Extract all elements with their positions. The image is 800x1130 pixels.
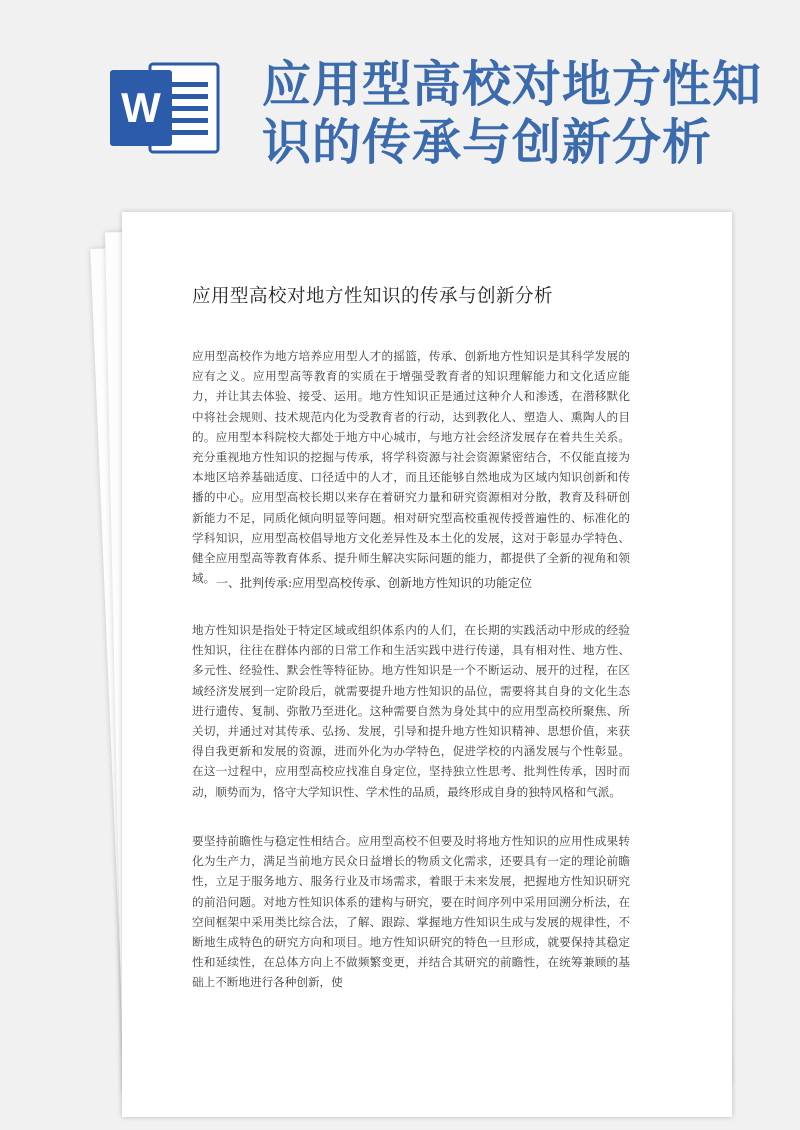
paragraph: 应用型高校作为地方培养应用型人才的摇篮，传承、创新地方性知识是其科学发展的应有之义。应用型高等教育的实质在于增强受教育者的知识理解能力和文化适应能力，并让其去体验、接受、运用。地方性知识正是通过这种介人和渗透，在潜移默化中将社会规则、技术规范内化为受教育者的行动，达到教化人、塑造人、熏陶人的目的。应用型本科院校大都处于地方中心城市，与地方社会经济发展存在着共生关系。充分重视地方性知识的挖掘与传承，将学科资源与社会资源紧密结合，不仅能直接为本地区培养基础适度、口径适中的人才，而且还能够自然地成为区域内知识创新和传播的中心。应用型高校长期以来存在着研究力量和研究资源相对分散，教育及科研创新能力不足，同质化倾向明显等问题。相对研究型高校重视传授普遍性的、标准化的学科知识，应用型高校倡导地方文化差异性及本土化的发展，这对于彰显办学特色、健全应用型高等教育体系、提升师生解决实际问题的能力，都提供了全新的视角和领域。 [192,349,630,586]
paragraph: 地方性知识是指处于特定区域或组织体系内的人们，在长期的实践活动中形成的经验性知识，往往在群体内部的日常工作和生活实践中进行传递，具有相对性、地方性、多元性、经验性、默会性等特征协。地方性知识是一个不断运动、展开的过程，在区域经济发展到一定阶段后，就需要提升地方性知识的品位，需要将其自身的文化生态进行遗传、复制、弥散乃至进化。这种需要自然为身处其中的应用型高校所聚焦、所关切，并通过对其传承、弘扬、发展，引导和提升地方性知识精神、思想价值，来获得自我更新和发展的资源，进而外化为办学特色，促进学校的内涵发展与个性彰显。在这一过程中，应用型高校应找准自身定位，坚持独立性思考、批判性传承，因时而动，顺势而为，恪守大学知识性、学术性的品质，最终形成自身的独特风格和气派。 [192,623,630,799]
word-document-icon [110,58,222,160]
header-title: 应用型高校对地方性知识的传承与创新分析 [262,56,763,171]
paragraph: 要坚持前瞻性与稳定性相结合。应用型高校不但要及时将地方性知识的应用性成果转化为生产力，满足当前地方民众日益增长的物质文化需求，还要具有一定的理论前瞻性，立足于服务地方、服务行业及市场需求，着眼于未来发展，把握地方性知识研究的前沿问题。对地方性知识体系的建构与研究，要在时间序列中采用回溯分析法，在空间框架中采用类比综合法，了解、跟踪、掌握地方性知识生成与发展的规律性，不断地生成特色的研究方向和项目。地方性知识研究的特色一旦形成，就要保持其稳定性和延续性，在总体方向上不做频繁变更，并结合其研究的前瞻性，在统筹兼顾的基础上不断地进行各种创新，使 [192,834,630,990]
document-title: 应用型高校对地方性知识的传承与创新分析 [192,286,554,307]
section-heading: 一、批判传承:应用型高校传承、创新地方性知识的功能定位 [216,576,533,590]
document-page [122,212,732,1117]
svg-text:W: W [121,84,161,131]
header-banner [0,0,800,210]
